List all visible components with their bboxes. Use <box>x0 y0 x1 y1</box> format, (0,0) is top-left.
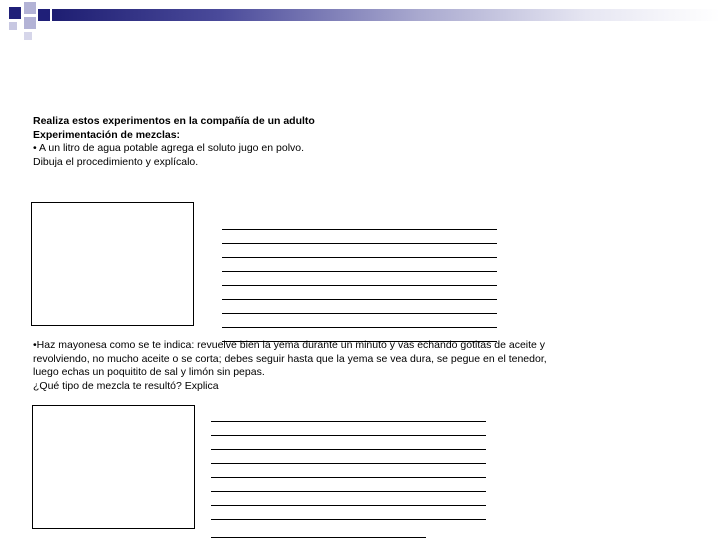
answer-line[interactable] <box>222 243 497 244</box>
gradient-bar <box>52 9 720 21</box>
answer-line[interactable] <box>222 271 497 272</box>
answer-line[interactable] <box>222 229 497 230</box>
decor-square <box>24 32 32 40</box>
answer-line[interactable] <box>211 435 486 436</box>
answer-line[interactable] <box>222 285 497 286</box>
answer-line[interactable] <box>211 449 486 450</box>
drawing-box-1[interactable] <box>31 202 194 326</box>
section1-instruction: Dibuja el procedimiento y explícalo. <box>33 155 199 168</box>
answer-line[interactable] <box>222 327 497 328</box>
drawing-box-2[interactable] <box>32 405 195 529</box>
answer-line[interactable] <box>211 491 486 492</box>
section1-heading: Realiza estos experimentos en la compañía de un adulto <box>33 115 315 127</box>
answer-line[interactable] <box>211 519 486 520</box>
section1-text <box>33 115 315 169</box>
answer-line[interactable] <box>222 299 497 300</box>
section2-question: ¿Qué tipo de mezcla te resultó? Explica <box>33 379 219 392</box>
answer-line[interactable] <box>211 537 426 538</box>
decor-square <box>9 7 21 19</box>
decor-square <box>24 2 36 14</box>
decor-square <box>24 17 36 29</box>
answer-line[interactable] <box>222 313 497 314</box>
section2-line1: •Haz mayonesa como se te indica: revuelve bien la yema durante un minuto y vas echando gotitas de aceite y <box>33 339 546 351</box>
answer-line[interactable] <box>211 505 486 506</box>
section2-text <box>33 339 547 393</box>
section1-bullet: • A un litro de agua potable agrega el soluto jugo en polvo. <box>33 142 305 154</box>
decor-square <box>9 22 17 30</box>
answer-line[interactable] <box>222 257 497 258</box>
section2-line2: revolviendo, no mucho aceite o se corta; debes seguir hasta que la yema se vea dura, se pegue en el tenedor, <box>33 352 547 365</box>
section2-line3: luego echas un poquitito de sal y limón sin pepas. <box>33 366 265 378</box>
header-decoration <box>0 0 720 30</box>
answer-line[interactable] <box>211 463 486 464</box>
answer-line[interactable] <box>211 421 486 422</box>
answer-line[interactable] <box>211 477 486 478</box>
decor-square <box>38 9 50 21</box>
section1-subheading: Experimentación de mezclas: <box>33 128 181 141</box>
